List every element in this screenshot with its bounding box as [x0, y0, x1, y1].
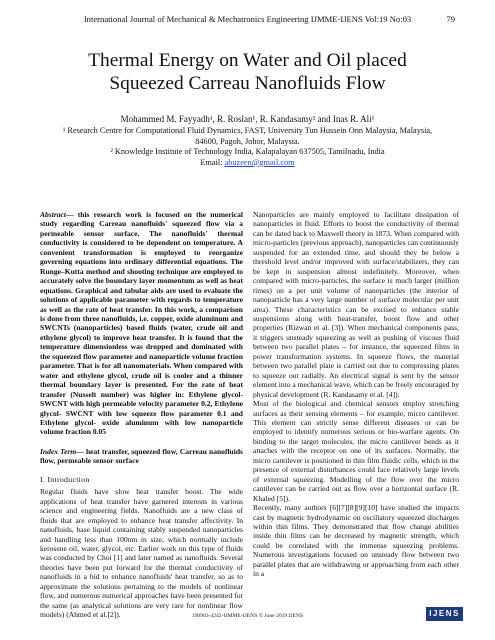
body-paragraph-2: Most of the biological and chemical sensors employ stretching surfaces as their sensing elements – for example, micro cantilever. This element can strictly sense different diseases or can be employed to identify numerous serious or bio-warfare agents. On binding to the target molecules, the micro cantilever bends as it attaches with the receptor on one of its surfaces. Normally, the micro cantilever is positioned in thin film fluidic cells, which in the presence of external disturbances could face relatively large levels of external squeezing. Modelling of the flow over the micro cantilever can be carried out as flow over a horizontal surface (R. Khaled [5]). [253, 399, 459, 503]
affiliation-1-line-1: ¹ Research Centre for Computational Fluid Dynamics, FAST, University Tun Hussein Onn Malaysia, Malaysia, [62, 126, 433, 135]
affiliation-1-line-2: 84600, Pagoh, Johor, Malaysia. [195, 136, 300, 146]
email-label: Email: [200, 157, 223, 167]
affiliation-2: ² Knowledge Institute of Technology India, Kalapalayan 637505, Tamilnadu, India [110, 147, 385, 157]
ijens-logo: IJENS [426, 607, 463, 621]
title-line-1: Thermal Energy on Water and Oil placed [88, 50, 407, 71]
title-line-2: Squeezed Carreau Nanofluids Flow [109, 73, 386, 94]
email-link[interactable]: abuzeen@gmail.com [224, 157, 295, 167]
journal-header: International Journal of Mechanical & Mechatronics Engineering IJMME-IJENS Vol:19 No:03 [83, 14, 412, 24]
email-line [40, 158, 455, 169]
body-paragraph-3: Recently, many authors [6][7][8][9][10] have studied the impacts cast by magnetic hydrodynamic on oscillatory squeezed discharges within thin films. They demonstrated that flow change abilities inside thin films can be decreased by magnetic strength, which could be correlated with the immense squeezing problems. Numerous investigations focused on unsteady flow between two parallel plates that are withdrawing or approaching from each other in a [253, 503, 459, 579]
section-heading-introduction: I. Introduction [40, 474, 90, 484]
index-terms-label: Index Term— [40, 446, 84, 456]
right-column [253, 210, 459, 579]
abstract-text: this research work is focused on the numerical study regarding Carreau nanofluids' squeezed flow via a permeable sensor surface. The nanofluids' thermal conductivity is considered to be dependent on temperature. A convenient transformation is employed to reorganize governing equations into ordinary differential equations. The Runge–Kutta method and shooting technique are employed to accurately solve the boundary layer momentum as well as heat equations. Graphical and tabular aids are used to evaluate the solutions of applicable parameter with regards to temperature as well as the rate of heat transfer. In this work, a comparison is done from three nanofluids, i.e. copper, oxide aluminum and SWCNTs (nanoparticles) based fluids (water, crude oil and ethylene glycol) to improve heat transfer. It is found that the temperature dimensionless was dropped and dominated with the squeezed flow parameter and nanoparticle volume fraction parameter. That is for all nanomaterials. When compared with water and ethylene glycol, crude oil is cooler and a thinner thermal boundary layer is presented. For the rate of heat transfer (Nusselt number) was higher in: Ethylene glycol-SWCNT with high permeable velocity parameter 0.2, Ethylene glycol- SWCNT with low squeeze flow parameter 0.1 and Ethylene glycol- oxide aluminum with low nanoparticle volume fraction 0.05 [40, 210, 243, 437]
page-footer: 190903-4242-IJMME-IJENS © June 2019 IJENS [191, 613, 304, 619]
body-paragraph-1: Nanoparticles are mainly employed to facilitate dissipation of nanoparticles in fluid. Efforts to boost the conductivity of thermal can be dated back to Maxwell theory in 1873. When compared with micro-particles (previous approach), nanoparticles can continuously suspended for an extended time, and should they be below a threshold level and/or improved with surface/stabilizers, they can be kept in suspension almost indefinitely. Moreover, when compared with micro-particles, the surface is much larger (million times) on a per unit volume of nanoparticles (the interior of nanoparticle has a very large number of surface molecular per unit area). These characteristics can be excised to enhance stable suspensions along with heat-transfer, boost flow and other properties (Rizwan et al. [3]). When mechanical components pass, it triggers unsteady squeezing as well as pushing of viscous fluid between two parallel plates – for instance, the squeezed films in power transformation systems. In squeeze flows, the material between two parallel plate is carried out due to compressing plates to squeeze out radially. An electrical signal is sent by the sensor element into a mechanical wave, which can be freely encouraged by physical development (R. Kandasamy et al. [4]). [253, 210, 459, 399]
index-terms [40, 447, 243, 466]
page-number: 79 [446, 14, 455, 24]
index-terms-text: heat transfer, squeezed flow, Carreau nanofluids flow, permeable sensor surface [40, 446, 243, 466]
left-column [40, 210, 243, 620]
abstract-label: Abstract— [40, 210, 74, 219]
author-block [40, 113, 455, 168]
abstract [40, 210, 243, 437]
paper-title [40, 49, 455, 95]
introduction-paragraph: Regular fluids have slow heat transfer boost. The wide applications of heat transfer have garnered interests in various science and engineering fields. Nanofluids are a new class of fluids that are employed to enhance heat transfer affectivity. In nanofluids, base liquid containing stably suspended nanoparticles and handling less than 100nm in size, which normally include kerosene oil, water, glycol, etc. Earlier work on this type of fluids was conducted by Choi [1] and later named as nanofluids. Several theories have been put forward for the thermal conductivity of nanofluids in a bid to enhance nanofluids' heat transfer, so as to approximate the solutions pertaining to the models of nonlinear flow, and numerous numerical approaches have been presented for the same (as analytical solutions are very rare for nonlinear flow models) (Ahmed et al.[2]). [40, 487, 243, 620]
author-names: Mohammed M. Fayyadh¹, R. Roslan¹, R. Kandasamy² and Inas R. Ali¹ [120, 114, 375, 124]
running-header [40, 14, 455, 28]
